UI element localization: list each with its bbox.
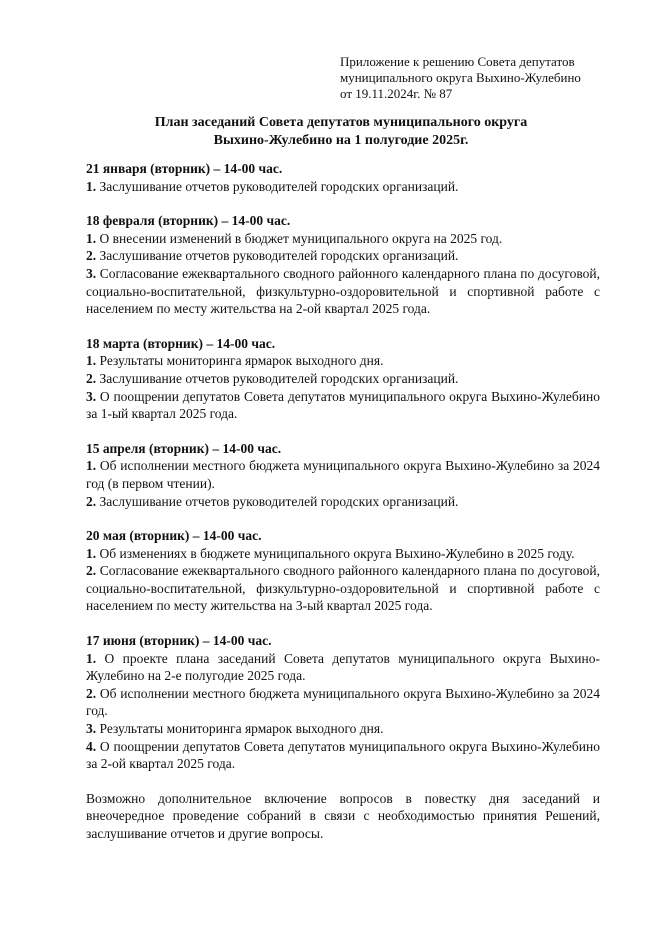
item-number: 3. bbox=[86, 388, 97, 404]
item-number: 2. bbox=[86, 685, 97, 701]
item-number: 2. bbox=[86, 248, 97, 264]
closing-note: Возможно дополнительное включение вопросов в повестку дня заседаний и внеочередное проведение собраний в связи с необходимостью принятия Решений, заслушивание отчетов и другие вопросы. bbox=[86, 790, 600, 841]
agenda-item bbox=[86, 352, 600, 370]
item-text: Об исполнении местного бюджета муниципального округа Выхино-Жулебино за 2024 год. bbox=[86, 685, 600, 719]
item-text: Согласование ежеквартального сводного районного календарного плана по досуговой, социально-воспитательной, физкультурно-оздоровительной и спортивной работе с населением по месту жительства на 3-ый квартал 2025 года. bbox=[86, 563, 600, 614]
agenda-item bbox=[86, 230, 600, 248]
agenda-item bbox=[86, 265, 600, 318]
meeting-block bbox=[86, 440, 600, 510]
agenda-item bbox=[86, 720, 600, 738]
item-text: Об исполнении местного бюджета муниципального округа Выхино-Жулебино за 2024 год (в первом чтении). bbox=[86, 458, 600, 491]
item-text: О внесении изменений в бюджет муниципального округа на 2025 год. bbox=[96, 230, 503, 246]
title-line: Выхино-Жулебино на 1 полугодие 2025г. bbox=[213, 133, 469, 148]
item-number: 2. bbox=[86, 493, 97, 509]
item-number: 2. bbox=[86, 370, 97, 386]
meeting-date: 20 мая (вторник) – 14-00 час. bbox=[86, 528, 262, 544]
meeting-block bbox=[86, 632, 600, 773]
item-text: Согласование ежеквартального сводного районного календарного плана по досуговой, социально-воспитательной, физкультурно-оздоровительной и спортивной работе с населением по месту жительства на 2-ой квартал 2025 года. bbox=[86, 265, 600, 317]
item-number: 2. bbox=[86, 563, 97, 579]
meeting-block bbox=[86, 212, 600, 318]
agenda-item bbox=[86, 388, 600, 423]
title-line: План заседаний Совета депутатов муниципального округа bbox=[154, 115, 528, 130]
item-text: Результаты мониторинга ярмарок выходного дня. bbox=[96, 353, 384, 369]
agenda-item bbox=[86, 247, 600, 265]
agenda-item bbox=[86, 738, 600, 773]
item-text: Заслушивание отчетов руководителей городских организаций. bbox=[96, 493, 459, 509]
agenda-item bbox=[86, 650, 600, 685]
agenda-item bbox=[86, 545, 600, 563]
item-text: Заслушивание отчетов руководителей городских организаций. bbox=[96, 370, 459, 386]
meeting-date: 21 января (вторник) – 14-00 час. bbox=[86, 161, 283, 176]
item-number: 1. bbox=[86, 353, 97, 369]
item-number: 1. bbox=[86, 545, 97, 561]
item-number: 4. bbox=[86, 738, 97, 754]
agenda-item bbox=[86, 370, 600, 388]
annex-note bbox=[340, 54, 581, 102]
document-title bbox=[86, 114, 596, 150]
item-text: О проекте плана заседаний Совета депутатов муниципального округа Выхино-Жулебино на 2-е полугодие 2025 года. bbox=[86, 650, 600, 684]
agenda-item bbox=[86, 457, 600, 492]
meeting-date: 17 июня (вторник) – 14-00 час. bbox=[86, 633, 272, 649]
item-number: 1. bbox=[86, 178, 97, 194]
meeting-date: 15 апреля (вторник) – 14-00 час. bbox=[86, 440, 282, 456]
item-number: 1. bbox=[86, 458, 97, 474]
item-text: Заслушивание отчетов руководителей городских организаций. bbox=[96, 178, 459, 194]
item-text: Результаты мониторинга ярмарок выходного дня. bbox=[96, 721, 384, 737]
agenda-item bbox=[86, 178, 600, 196]
meeting-block bbox=[86, 160, 600, 195]
annex-line: Приложение к решению Совета депутатов bbox=[340, 54, 575, 69]
agenda-item bbox=[86, 493, 600, 511]
document-body bbox=[86, 160, 600, 843]
annex-line: муниципального округа Выхино-Жулебино bbox=[340, 70, 581, 85]
item-number: 1. bbox=[86, 650, 97, 666]
meeting-block bbox=[86, 527, 600, 615]
meeting-date: 18 марта (вторник) – 14-00 час. bbox=[86, 335, 276, 351]
agenda-item bbox=[86, 685, 600, 720]
item-number: 1. bbox=[86, 230, 97, 246]
item-number: 3. bbox=[86, 265, 97, 281]
item-text: О поощрении депутатов Совета депутатов муниципального округа Выхино-Жулебино за 1-ый квартал 2025 года. bbox=[86, 388, 600, 422]
item-text: О поощрении депутатов Совета депутатов муниципального округа Выхино-Жулебино за 2-ой квартал 2025 года. bbox=[86, 738, 600, 772]
meeting-block bbox=[86, 335, 600, 423]
item-text: Об изменениях в бюджете муниципального округа Выхино-Жулебино в 2025 году. bbox=[96, 545, 575, 561]
item-text: Заслушивание отчетов руководителей городских организаций. bbox=[96, 248, 459, 264]
agenda-item bbox=[86, 562, 600, 615]
item-number: 3. bbox=[86, 721, 97, 737]
annex-line: от 19.11.2024г. № 87 bbox=[340, 86, 453, 101]
meeting-date: 18 февраля (вторник) – 14-00 час. bbox=[86, 213, 291, 229]
